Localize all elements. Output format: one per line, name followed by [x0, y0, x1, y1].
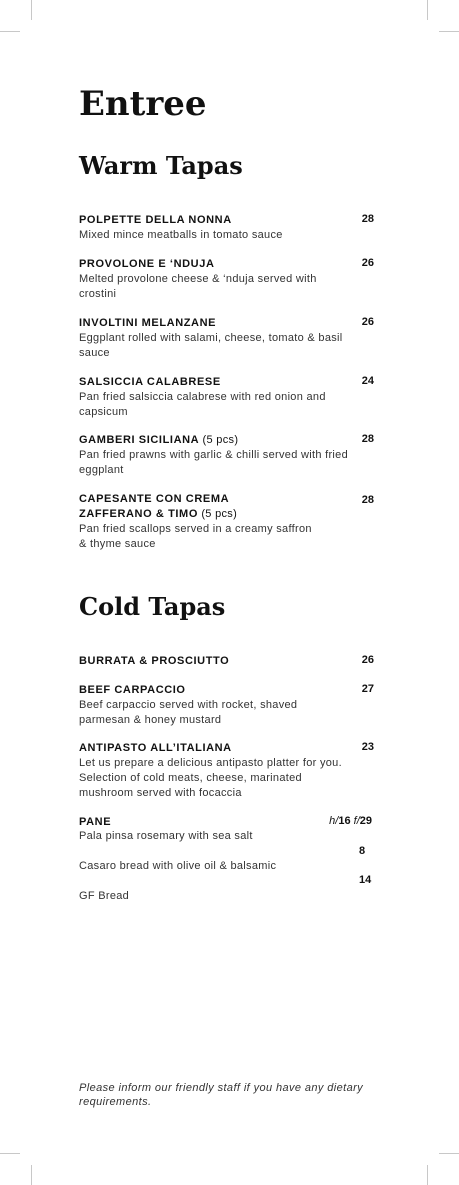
crop-mark [31, 1165, 32, 1185]
pane-option-price: 14 [359, 874, 372, 886]
menu-item [79, 316, 375, 361]
item-price: 28 [361, 494, 374, 506]
item-description: Let us prepare a delicious antipasto platter for you. Selection of cold meats, cheese, marinated mushroom served with focaccia [79, 757, 342, 799]
item-price: 23 [361, 741, 374, 753]
pane-option: Casaro bread with olive oil & balsamic [79, 860, 277, 872]
item-description: Melted provolone cheese & ‘nduja served with crostini [79, 273, 317, 300]
page-title: Entree [79, 84, 207, 124]
item-name: BURRATA & PROSCIUTTO [79, 655, 230, 667]
menu-item [79, 375, 375, 420]
item-price: 26 [361, 257, 374, 269]
item-name: ANTIPASTO ALL’ITALIANA [79, 742, 232, 754]
crop-mark [0, 1153, 20, 1154]
item-price: 24 [361, 375, 374, 387]
crop-mark [31, 0, 32, 20]
item-name: SALSICCIA CALABRESE [79, 376, 221, 388]
menu-item [79, 213, 375, 243]
dietary-notice: Please inform our friendly staff if you have any dietary requirements. [79, 1082, 364, 1108]
item-description: Pan fried salsiccia calabrese with red onion and capsicum [79, 391, 326, 418]
item-description: Pan fried scallops served in a creamy saffron & thyme sauce [79, 523, 312, 550]
item-name: INVOLTINI MELANZANE [79, 317, 217, 329]
pane-option: Pala pinsa rosemary with sea salt [79, 830, 253, 842]
crop-mark [439, 1153, 459, 1154]
crop-mark [439, 31, 459, 32]
menu-item [79, 683, 375, 728]
item-price: 28 [361, 213, 374, 225]
menu-item [79, 741, 375, 801]
crop-mark [427, 1165, 428, 1185]
item-description: Eggplant rolled with salami, cheese, tomato & basil sauce [79, 332, 343, 359]
menu-item [79, 257, 375, 302]
crop-mark [427, 0, 428, 20]
menu-item [79, 654, 375, 669]
section-title-warm-tapas: Warm Tapas [79, 151, 243, 180]
item-name: PROVOLONE E ‘NDUJA [79, 258, 215, 270]
pane-price: h/16 f/29 [329, 815, 372, 827]
crop-mark [0, 31, 20, 32]
pane-option: GF Bread [79, 890, 130, 902]
item-price: 27 [361, 683, 374, 695]
section-title-cold-tapas: Cold Tapas [79, 592, 226, 621]
menu-item-pane [79, 815, 375, 830]
item-name: BEEF CARPACCIO [79, 684, 186, 696]
item-price: 26 [361, 654, 374, 666]
item-name: CAPESANTE CON CREMA ZAFFERANO & TIMO (5 pcs) [79, 493, 238, 520]
item-price: 26 [361, 316, 374, 328]
item-description: Mixed mince meatballs in tomato sauce [79, 229, 283, 241]
item-price: 28 [361, 433, 374, 445]
menu-item [79, 492, 375, 552]
menu-item [79, 433, 375, 478]
item-name: POLPETTE DELLA NONNA [79, 214, 232, 226]
pane-option-price: 8 [359, 845, 366, 857]
item-name: GAMBERI SICILIANA (5 pcs) [79, 434, 239, 446]
item-description: Pan fried prawns with garlic & chilli served with fried eggplant [79, 449, 348, 476]
item-description: Beef carpaccio served with rocket, shaved parmesan & honey mustard [79, 699, 298, 726]
item-name: PANE [79, 816, 112, 828]
